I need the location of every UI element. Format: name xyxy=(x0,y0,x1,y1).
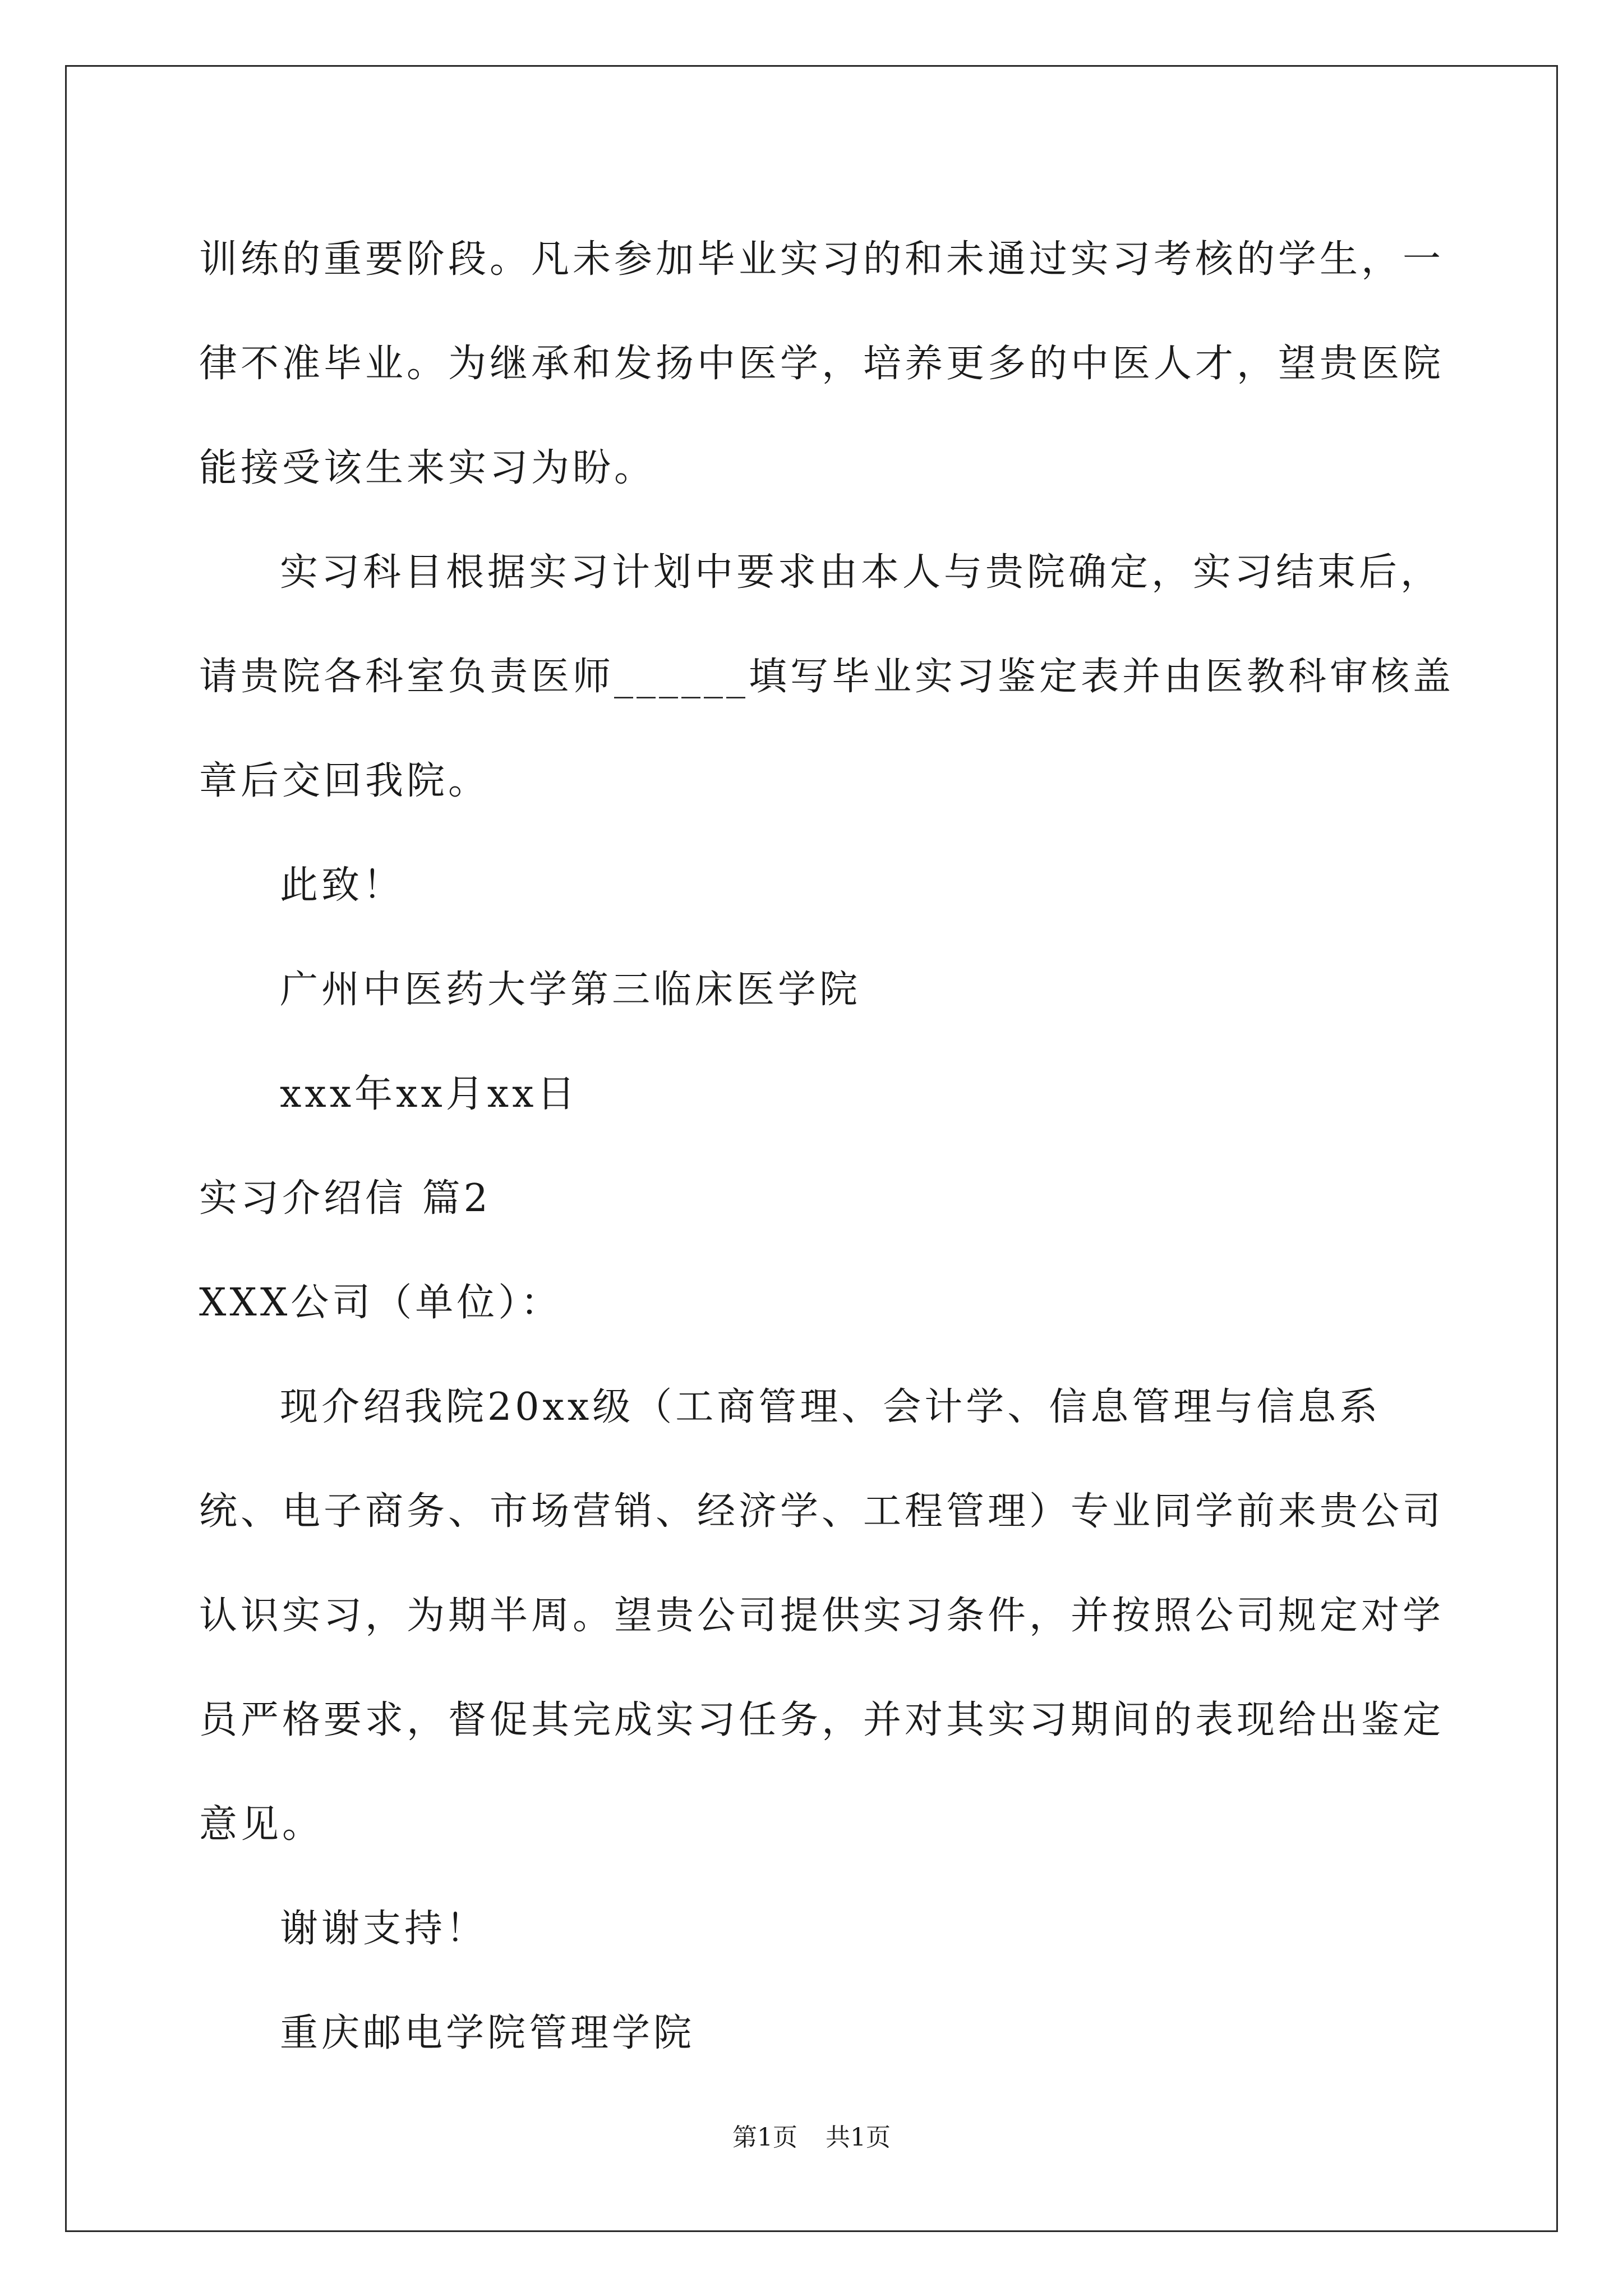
document-body xyxy=(199,208,1455,2086)
signature-institution: 广州中医药大学第三临床医学院 xyxy=(280,968,861,1012)
paragraph-introduction: 现介绍我院20xx级（工商管理、会计学、信息管理与信息系统、电子商务、市场营销、经济学、工程管理）专业同学前来贵公司认识实习，为期半周。望贵公司提供实习条件，并按照公司规定对学员严格要求，督促其完成实习任务，并对其实习期间的表现给出鉴定意见。 xyxy=(199,1385,1445,1847)
thanks-line: 谢谢支持！ xyxy=(280,1907,488,1951)
section-heading: 实习介绍信 篇2 xyxy=(199,1176,491,1221)
signature-date: xxx年xx月xx日 xyxy=(280,1072,579,1116)
closing-salutation: 此致！ xyxy=(280,863,405,908)
signature-school: 重庆邮电学院管理学院 xyxy=(280,2011,695,2055)
paragraph-internship-subjects: 实习科目根据实习计划中要求由本人与贵院确定，实习结束后，请贵院各科室负责医师______填写毕业实习鉴定表并由医教科审核盖章后交回我院。 xyxy=(199,550,1455,803)
page-footer xyxy=(0,2117,1623,2153)
paragraph-continuation: 训练的重要阶段。凡未参加毕业实习的和未通过实习考核的学生，一律不准毕业。为继承和发扬中医学，培养更多的中医人才，望贵医院能接受该生来实习为盼。 xyxy=(199,237,1445,490)
page-number: 第1页 xyxy=(732,2123,797,2152)
page-total: 共1页 xyxy=(826,2123,891,2152)
recipient-line: XXX公司（单位）： xyxy=(199,1281,562,1325)
